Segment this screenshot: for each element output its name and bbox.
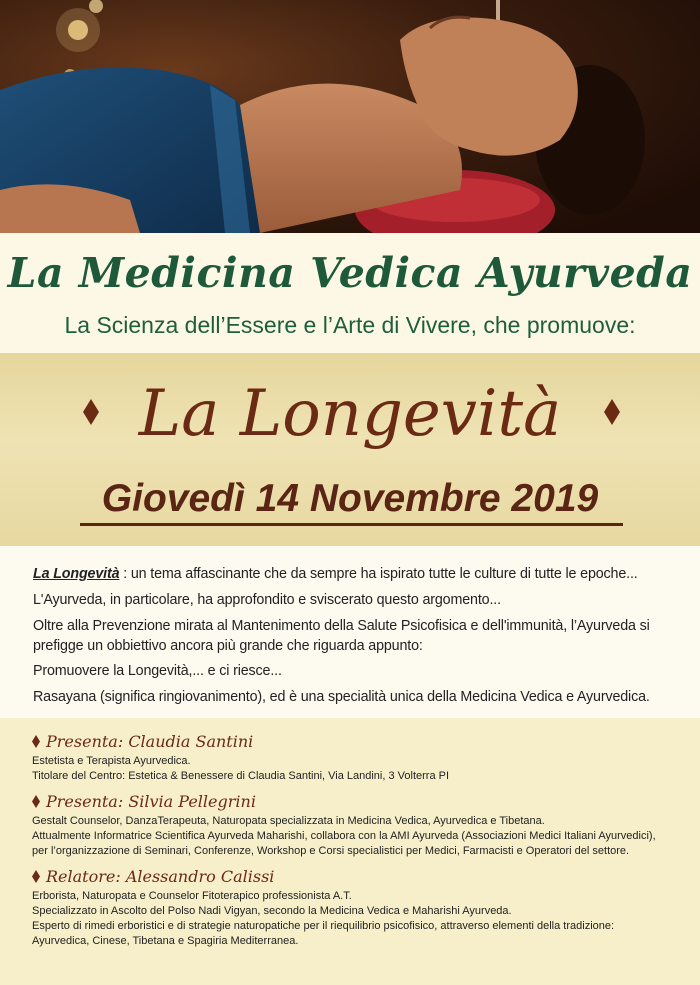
description-paragraph: Oltre alla Prevenzione mirata al Mantenimento della Salute Psicofisica e dell'immunità, l’Ayurveda si prefigge un obbiettivo ancora più grande che riguarda appunto:: [33, 618, 650, 654]
right-diamond-ornament-icon: [604, 399, 620, 425]
speaker-alessandro-calissi: [32, 867, 670, 949]
event-section: [0, 353, 700, 546]
event-title: La Longevità: [138, 377, 562, 451]
lead-rest: : un tema affascinante che da sempre ha ispirato tutte le culture di tutte le epoche...: [123, 566, 638, 582]
description-paragraph: L'Ayurveda, in particolare, ha approfondito e sviscerato questo argomento...: [33, 592, 501, 608]
speaker-heading: Presenta: Silvia Pellegrini: [46, 792, 256, 811]
speaker-detail: Attualmente Informatrice Scientifica Ayurveda Maharishi, collabora con la AMI Ayurveda (Associazioni Medici Italiani Ayurvedici),: [32, 830, 656, 842]
speaker-detail: Gestalt Counselor, DanzaTerapeuta, Naturopata specializzata in Medicina Vedica, Ayurvedica e Tibetana.: [32, 815, 545, 827]
diamond-bullet-icon: [32, 795, 40, 808]
speaker-detail: Esperto di rimedi erboristici e di strategie naturopatiche per il riequilibrio psicofisico, attraverso elementi della tradizione:: [32, 920, 615, 932]
diamond-bullet-icon: [32, 870, 40, 883]
speaker-detail: Specializzato in Ascolto del Polso Nadi Vigyan, secondo la Medicina Vedica e Maharishi Ayurveda.: [32, 905, 512, 917]
date-underline: [80, 523, 623, 526]
header-photo: [0, 0, 700, 233]
event-date: Giovedì 14 Novembre 2019: [101, 477, 599, 520]
lead-term: La Longevità: [33, 566, 120, 582]
speaker-heading: Presenta: Claudia Santini: [46, 732, 254, 751]
speaker-detail: per l’organizzazione di Seminari, Conferenze, Workshop e Corsi specialistici per Medici, Farmacisti e Operatori del settore.: [32, 845, 630, 857]
description-paragraph: Rasayana (significa ringiovanimento), ed è una specialità unica della Medicina Vedica e Ayurvedica.: [33, 689, 650, 705]
description-lead: [33, 564, 667, 584]
description-paragraph: Promuovere la Longevità,... e ci riesce...: [33, 663, 282, 679]
speaker-claudia-santini: [32, 732, 670, 784]
woman-relaxing-photo: [0, 0, 700, 233]
speaker-silvia-pellegrini: [32, 792, 670, 859]
speaker-detail: Erborista, Naturopata e Counselor Fitoterapico professionista A.T.: [32, 890, 352, 902]
title-section: [0, 233, 700, 353]
main-title: La Medicina Vedica Ayurveda: [7, 249, 693, 297]
speaker-detail: Estetista e Terapista Ayurvedica.: [32, 755, 191, 767]
speaker-detail: Ayurvedica, Cinese, Tibetana e Spagiria Mediterranea.: [32, 935, 299, 947]
subtitle: La Scienza dell’Essere e l’Arte di Vivere, che promuove:: [64, 312, 636, 338]
speakers-section: [0, 718, 700, 985]
speaker-heading: Relatore: Alessandro Calissi: [46, 867, 275, 886]
speaker-detail: Titolare del Centro: Estetica & Benessere di Claudia Santini, Via Landini, 3 Volterra PI: [32, 770, 450, 782]
description-section: [0, 546, 700, 718]
diamond-bullet-icon: [32, 735, 40, 748]
